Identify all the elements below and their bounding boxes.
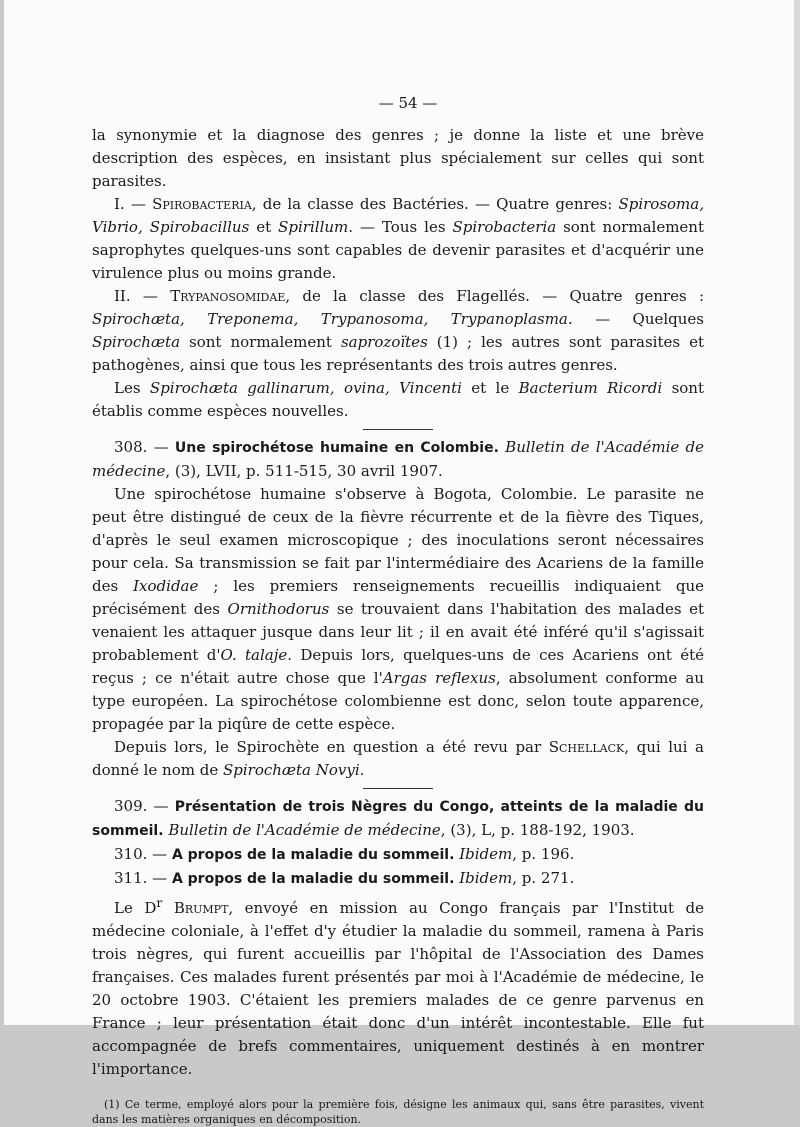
divider [363,788,433,789]
entry-309: 309. — Présentation de trois Nègres du Congo, atteints de la maladie du sommeil. Bulletin de l'Académie de médecine, (3), L, p. 188-192, 1903. [92,797,705,839]
footnote: (1) Ce terme, employé alors pour la première fois, désigne les animaux qui, sans être parasites, vivent dans les matières organiques en décomposition. [92,1098,704,1126]
page-number: — 54 — [378,94,438,112]
paragraph-trypanosomidae: II. — Trypanosomidae, de la classe des Flagellés. — Quatre genres : Spirochæta, Treponema, Trypanosoma, Trypanoplasma. — Quelques Spirochæta sont normalement saprozoïtes (1) ; les autres sont parasites et pathogènes, ainsi que tous les représentants des trois autres genres. [92,287,704,374]
paragraph-brumpt: Le $D^r$ Brumpt, envoyé en mission au Congo français par l'Institut de médecine coloniale, à l'effet d'y étudier la maladie du sommeil, ramena à Paris trois nègres, qui furent accueillis par l'hôpital de l'Association des Dames françaises. Ces malades furent présentés par moi à l'Académie de médecine, le 20 octobre 1903. C'étaient les premiers malades de ce genre parvenus en France ; leur présentation était donc d'un intérêt incontestable. Elle fut accompagnée de brefs commentaires, uniquement destinés à en montrer l'importance. [92,895,704,1078]
paragraph-new-species: Les Spirochæta gallinarum, ovina, Vincenti et le Bacterium Ricordi sont établis comme espèces nouvelles. [92,379,704,420]
paragraph-spirobacteria: I. — Spirobacteria, de la classe des Bactéries. — Quatre genres: Spirosoma, Vibrio, Spirobacillus et Spirillum. — Tous les Spirobacteria sont normalement saprophytes quelques-uns sont capables de devenir parasites et d'acquérir une virulence plus ou moins grande. [92,195,704,282]
divider [363,429,433,430]
paragraph-synonymie: la synonymie et la diagnose des genres ; je donne la liste et une brève description des espèces, en insistant plus spécialement sur celles qui sont parasites. [92,126,704,190]
entry-311: 311. — A propos de la maladie du sommeil. Ibidem, p. 271. [114,869,575,887]
page-text [92,92,704,1127]
entry-308: 308. — Une spirochétose humaine en Colombie. Bulletin de l'Académie de médecine, (3), LVII, p. 511-515, 30 avril 1907. [92,438,704,480]
page [4,0,794,1126]
paragraph-schellack: Depuis lors, le Spirochète en question a été revu par Schellack, qui lui a donné le nom de Spirochæta Novyi. [92,738,704,779]
entry-310: 310. — A propos de la maladie du sommeil. Ibidem, p. 196. [114,845,575,863]
paragraph-spirochetose: Une spirochétose humaine s'observe à Bogota, Colombie. Le parasite ne peut être distingué de ceux de la fièvre récurrente et de la fièvre des Tiques, d'après le seul examen microscopique ; des inoculations seront nécessaires pour cela. Sa transmission se fait par l'intermédiaire des Acariens de la famille des Ixodidae ; les premiers renseignements recueillis indiquaient que précisément des Ornithodorus se trouvaient dans l'habitation des malades et venaient les attaquer jusque dans leur lit ; il en avait été inféré qu'il s'agissait probablement d'O. talaje. Depuis lors, quelques-uns de ces Acariens ont été reçus ; ce n'était autre chose que l'Argas reflexus, absolument conforme au type européen. La spirochétose colombienne est donc, selon toute apparence, propagée par la piqûre de cette espèce. [92,485,704,733]
